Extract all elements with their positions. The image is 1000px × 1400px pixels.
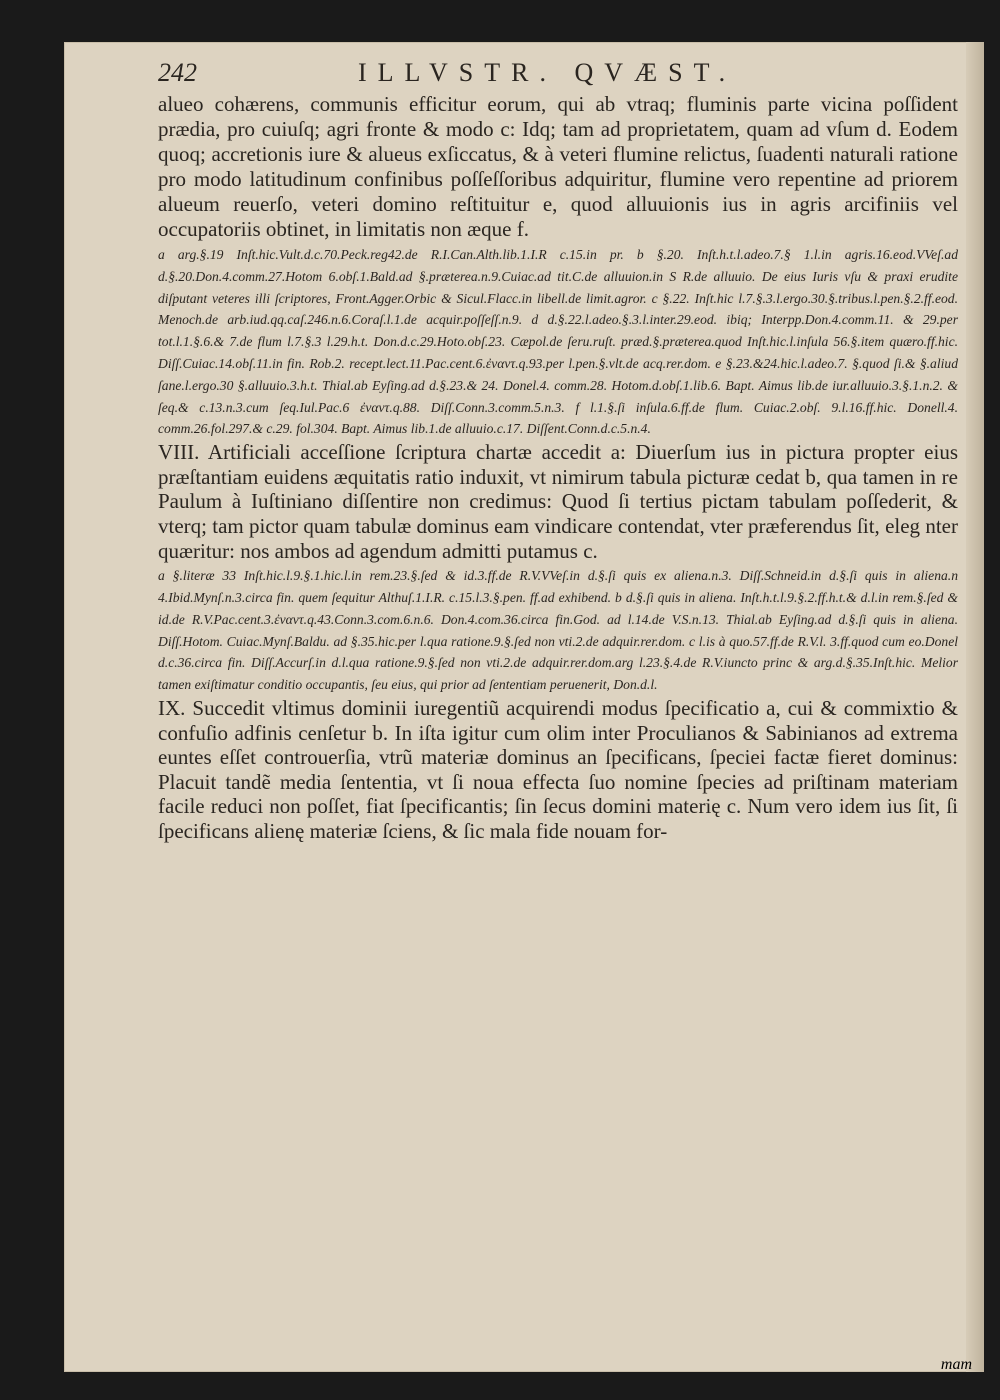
section-viii xyxy=(158,440,958,563)
section-number-ix: IX. xyxy=(158,695,186,720)
page-edge xyxy=(966,42,984,1372)
catchword: mam xyxy=(940,1356,972,1373)
page-header xyxy=(158,58,958,92)
footnotes-block-2: a §.literæ 33 Inſt.hic.l.9.§.1.hic.l.in rem.23.§.ſed & id.3.ff.de R.V.VVeſ.in d.§.ſi quis ex aliena.n.3. Diſſ.Schneid.in d.§.ſi quis in aliena.n 4.Ibid.Mynſ.n.3.circa fin. quem ſequitur Althuſ.1.I.R. c.15.l.3.§.pen. ff.ad exhibend. b d.§.ſi quis in aliena. Inſt.h.t.l.9.§.2.ff.h.t.& d.l.in rem.§.ſed & id.de R.V.Pac.cent.3.ἐναντ.q.43.Conn.3.com.6.n.6. Don.4.com.36.circa fin.God. ad l.14.de V.S.n.13. Thial.ab Eyſing.ad d.§.ſi quis in aliena. Diſſ.Hotom. Cuiac.Mynſ.Baldu. ad §.35.hic.per l.qua ratione.9.§.ſed non vti.2.de adquir.rer.dom. c l.is à quo.57.ff.de R.V.l. 3.ff.quod cum eo.Donel d.c.36.circa fin. Diſſ.Accurſ.in d.l.qua ratione.9.§.ſed non vti.2.de adquir.rer.dom.arg l.23.§.4.de R.V.iuncto princ & arg.d.§.35.Inſt.hic. Melior tamen exiſtimatur conditio occupantis, ſeu eius, qui prior ad ſententiam peruenerit, Don.d.l. xyxy=(158,568,958,693)
section-number-viii: VIII. xyxy=(158,440,200,465)
section-ix xyxy=(158,696,958,844)
running-head: ILLVSTR. QVÆST. xyxy=(358,58,737,87)
page-content xyxy=(158,58,958,843)
footnotes-block-1: a arg.§.19 Inſt.hic.Vult.d.c.70.Peck.reg42.de R.I.Can.Alth.lib.1.I.R c.15.in pr. b §.20. Inſt.h.t.l.adeo.7.§ 1.l.in agris.16.eod.VVeſ.ad d.§.20.Don.4.comm.27.Hotom 6.obſ.1.Bald.ad §.præterea.n.9.Cuiac.ad tit.C.de alluuion.in S R.de alluuio. De eius Iuris vſu & praxi erudite diſputant veteres illi ſcriptores, Front.Agger.Orbic & Sicul.Flacc.in libell.de limit.agror. c §.22. Inſt.hic l.7.§.3.l.ergo.30.§.tribus.l.pen.§.2.ff.eod. Menoch.de arb.iud.qq.caſ.246.n.6.Coraſ.l.1.de acquir.poſſeſſ.n.9. d d.§.22.l.adeo.§.3.l.inter.29.eod. ibiq; Interpp.Don.4.comm.11. & 29.per tot.l.1.§.6.& 7.de flum l.7.§.3 l.29.h.t. Don.d.c.29.Hoto.obſ.23. Cæpol.de ſeru.ruſt. præd.§.præterea.quod Inſt.hic.l.inſula 56.§.item quæro.ff.hic. Diſſ.Cuiac.14.obſ.11.in fin. Rob.2. recept.lect.11.Pac.cent.6.ἐναντ.q.93.per l.pen.§.vlt.de acq.rer.dom. e §.23.&24.hic.l.adeo.7. §.quod ſi.& §.aliud ſane.l.ergo.30 §.alluuio.3.h.t. Thial.ab Eyſing.ad d.§.23.& 24. Donel.4. comm.28. Hotom.d.obſ.1.lib.6. Bapt. Aimus lib.de iur.alluuio.3.§.1.n.2. & ſeq.& c.13.n.3.cum ſeq.Iul.Pac.6 ἐναντ.q.88. Diſſ.Conn.3.comm.5.n.3. f l.1.§.ſi inſula.6.ff.de flum. Cuiac.2.obſ. 9.l.16.ff.hic. Donell.4. comm.26.fol.297.& c.29. fol.304. Bapt. Aimus lib.1.de alluuio.c.17. Diſſent.Conn.d.c.5.n.4. xyxy=(158,247,958,437)
section-text-viii: Artificiali acceſſione ſcriptura chartæ accedit a: Diuerſum ius in pictura propter eius præſtantiam euidens æquitatis ratio induxit, vt nimirum tabula picturæ cedat b, qua tamen in re Paulum à Iuſtiniano diſſentire non credimus: Quod ſi tertius pictam tabulam poſſederit, & vterq; tam pictor quam tabulæ dominus eam vindicare contendat, vter præferendus ſit, eleg nter quæritur: nos ambos ad agendum admitti putamus c. xyxy=(158,440,958,563)
section-text-ix: Succedit vltimus dominii iuregentiũ acquirendi modus ſpecificatio a, cui & commixtio & confuſio adfinis cenſetur b. In iſta igitur cum olim inter Proculianos & Sabinianos ad extrema euntes eſſet controuerſia, vtrũ materiæ dominus an ſpecificans, ſpeciei factæ fieret dominus: Placuit tandẽ media ſententia, vt ſi noua effecta ſuo nomine ſpecies ad priſtinam materiam facile reduci non poſſet, fiat ſpecificantis; ſin ſecus domini materię c. Num vero idem ius ſit, ſi ſpecificans alienę materiæ ſciens, & ſic mala fide nouam for- xyxy=(158,695,958,843)
paragraph-top: alueo cohærens, communis efficitur eorum, qui ab vtraq; fluminis parte vicina poſſident prædia, pro cuiuſq; agri fronte & modo c: Idq; tam ad proprietatem, quam ad vſum d. Eodem quoq; accretionis iure & alueus exſiccatus, & à veteri flumine relictus, ſuadenti naturali ratione pro modo latitudinum confinibus poſſeſſoribus adquiritur, flumine vero repentine ad priorem alueum reuerſo, veteri domino reſtituitur e, quod alluuionis ius in agris arcifiniis vel occupatoriis obtinet, in limitatis non æque f. xyxy=(158,92,958,241)
page-number: 242 xyxy=(158,58,197,87)
